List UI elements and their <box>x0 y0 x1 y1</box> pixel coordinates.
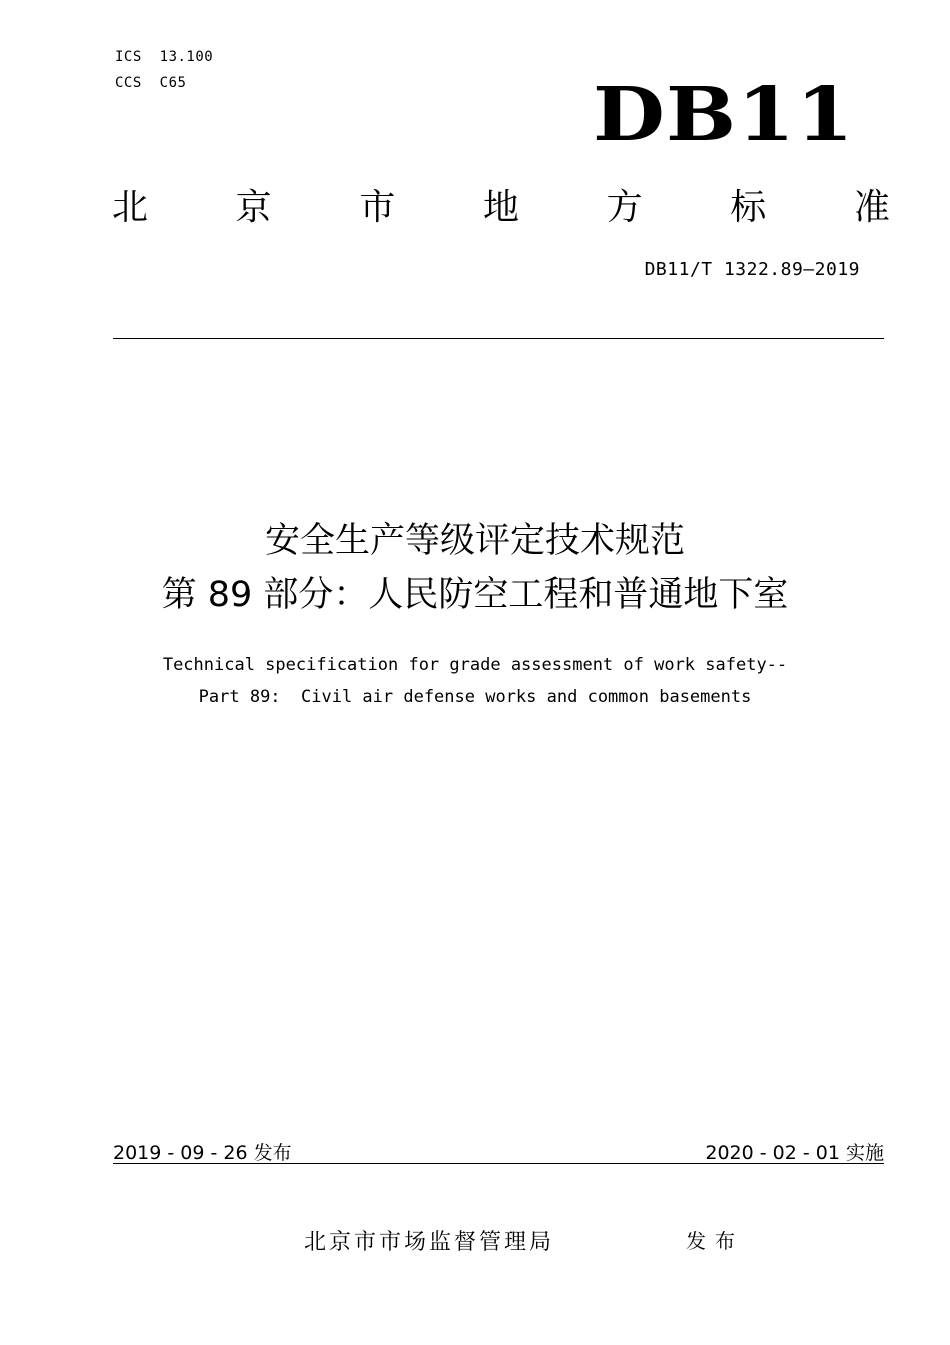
effective-date: 2020 - 02 - 01 实施 <box>705 1142 884 1164</box>
title-cn-line1: 安全生产等级评定技术规范 <box>264 521 685 561</box>
standard-type-char: 京 <box>235 187 272 228</box>
footer-divider <box>113 1163 884 1164</box>
title-cn-line2: 第 89 部分：人民防空工程和普通地下室 <box>161 575 789 615</box>
standard-type-char: 标 <box>730 187 767 228</box>
ccs-code: CCS C65 <box>115 75 187 91</box>
standard-number: DB11/T 1322.89—2019 <box>644 259 860 280</box>
issue-date: 2019 - 09 - 26 发布 <box>113 1142 292 1164</box>
publish-label: 发布 <box>686 1229 744 1253</box>
title-en-line2: Part 89: Civil air defense works and common basements <box>198 687 752 707</box>
standard-type-char: 地 <box>482 187 519 228</box>
standard-type-char: 市 <box>359 187 396 228</box>
standard-type-char: 方 <box>606 187 643 228</box>
standard-type-char: 准 <box>853 187 890 228</box>
publisher: 北京市市场监督管理局 <box>304 1230 555 1255</box>
title-en-line1: Technical specification for grade assessment of work safety-- <box>162 655 788 675</box>
ics-code: ICS 13.100 <box>115 49 214 65</box>
standard-type <box>112 186 890 230</box>
standard-type-char: 北 <box>112 187 149 228</box>
header-divider <box>113 338 884 339</box>
db11-logo: DB11 <box>593 72 855 158</box>
